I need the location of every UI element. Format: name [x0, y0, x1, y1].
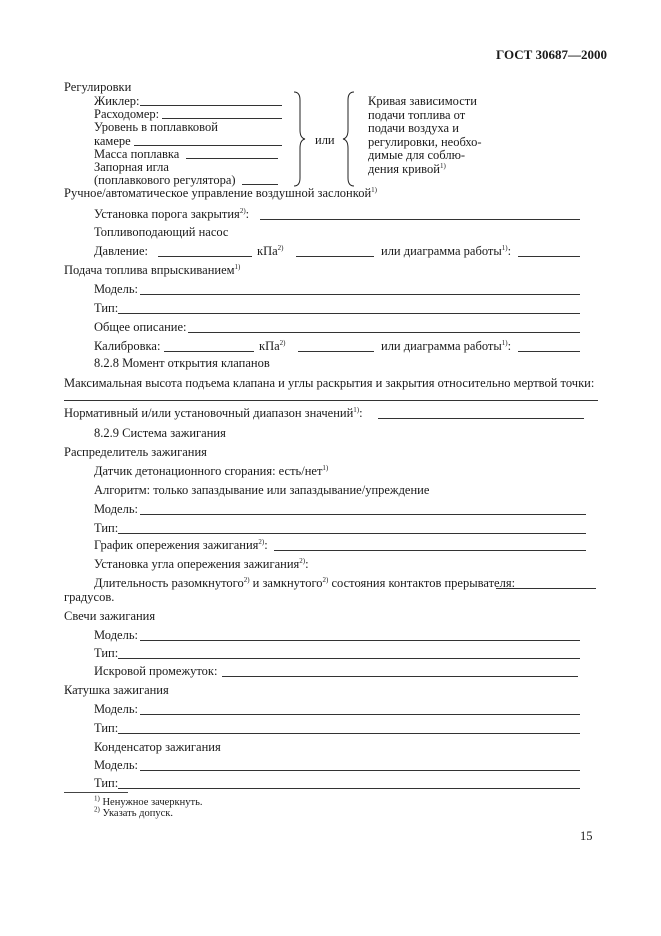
pressure-label: Давление: [94, 244, 148, 258]
threshold-label: Установка порога закрытия$^{2)}$: [94, 206, 250, 221]
float-level-field[interactable] [134, 145, 282, 146]
jet-label: Жиклер: [94, 94, 140, 108]
pressure-unit: кПа$^{2)}$ [257, 243, 284, 258]
injection-model-field[interactable] [140, 294, 580, 295]
plugs-type-field[interactable] [118, 658, 580, 659]
advance-graph-label: График опережения зажигания$^{2)}$: [94, 537, 268, 552]
spark-gap-label: Искровой промежуток: [94, 664, 218, 678]
coil-title: Катушка зажигания [64, 683, 169, 697]
pressure-diagram-field[interactable] [518, 256, 580, 257]
coil-model-field[interactable] [140, 714, 580, 715]
page-number: 15 [580, 829, 593, 843]
distributor-model-field[interactable] [140, 514, 586, 515]
ignition-heading: 8.2.9 Система зажигания [94, 426, 226, 440]
calibration-diagram-field[interactable] [518, 351, 580, 352]
coil-model-label: Модель: [94, 702, 139, 716]
calibration-tolerance-field[interactable] [298, 351, 374, 352]
distributor-type-field[interactable] [118, 533, 586, 534]
condenser-type-field[interactable] [118, 788, 580, 789]
range-label: Нормативный и/или установочный диапазон значений$^{1)}$: [64, 405, 363, 420]
dwell-label: Длительность разомкнутого$^{2)}$ и замкнутого$^{2)}$ состояния контактов прерывателя: [94, 575, 516, 590]
condenser-model-field[interactable] [140, 770, 580, 771]
float-level-label-2: камере [94, 134, 131, 148]
pressure-diagram-label: или диаграмма работы$^{1)}$: [381, 243, 512, 258]
float-mass-label: Масса поплавка [94, 147, 180, 161]
range-field[interactable] [378, 418, 584, 419]
document-header: ГОСТ 30687—2000 [496, 47, 608, 62]
distributor-title: Распределитель зажигания [64, 445, 207, 459]
needle-field[interactable] [242, 184, 278, 185]
footnote-1: $^{1)}$ Ненужное зачеркнуть. [94, 794, 203, 808]
pressure-tolerance-field[interactable] [296, 256, 374, 257]
injection-desc-field[interactable] [188, 332, 580, 333]
choke-label: Ручное/автоматическое управление воздушной заслонкой$^{1)}$ [64, 185, 377, 200]
flowmeter-label: Расходомер: [94, 107, 160, 121]
advance-graph-field[interactable] [274, 550, 586, 551]
valves-field[interactable] [64, 400, 598, 401]
or-label: или [315, 133, 335, 147]
condenser-type-label: Тип: [94, 776, 119, 790]
fuel-pump-title: Топливоподающий насос [94, 225, 229, 239]
threshold-field[interactable] [260, 219, 580, 220]
condenser-model-label: Модель: [94, 758, 139, 772]
calibration-unit: кПа$^{2)}$ [259, 338, 286, 353]
knock-sensor-label: Датчик детонационного сгорания: есть/нет$^{1)}$ [94, 463, 329, 478]
degrees-label: градусов. [64, 590, 115, 604]
plugs-model-field[interactable] [140, 640, 580, 641]
calibration-label: Калибровка: [94, 339, 161, 353]
injection-type-label: Тип: [94, 301, 119, 315]
plugs-type-label: Тип: [94, 646, 119, 660]
distributor-model-label: Модель: [94, 502, 139, 516]
distributor-type-label: Тип: [94, 521, 119, 535]
condenser-title: Конденсатор зажигания [94, 740, 221, 754]
needle-label-2: (поплавкового регулятора) [94, 173, 236, 187]
jet-field[interactable] [140, 105, 282, 106]
valves-text: Максимальная высота подъема клапана и углы раскрытия и закрытия относительно мертвой точки: [64, 376, 595, 390]
advance-setting-label: Установка угла опережения зажигания$^{2)}$: [94, 556, 309, 571]
injection-desc-label: Общее описание: [94, 320, 187, 334]
coil-type-field[interactable] [118, 733, 580, 734]
footnote-divider [64, 792, 128, 793]
valves-heading: 8.2.8 Момент открытия клапанов [94, 356, 270, 370]
fuel-curve-text: Кривая зависимости подачи топлива от подачи воздуха и регулировки, необхо- димые для соблю- дения кривой$^{1)}$ [368, 94, 482, 176]
calibration-field[interactable] [164, 351, 254, 352]
float-level-label: Уровень в поплавковой [94, 120, 218, 134]
needle-label: Запорная игла [94, 160, 169, 174]
dwell-field[interactable] [496, 588, 596, 589]
plugs-model-label: Модель: [94, 628, 139, 642]
spark-plugs-title: Свечи зажигания [64, 609, 156, 623]
flowmeter-field[interactable] [162, 118, 282, 119]
left-brace-icon [342, 90, 356, 188]
injection-model-label: Модель: [94, 282, 139, 296]
algorithm-label: Алгоритм: только запаздывание или запаздывание/упреждение [94, 483, 430, 497]
injection-title: Подача топлива впрыскиванием$^{1)}$ [64, 262, 241, 277]
calibration-diagram-label: или диаграмма работы$^{1)}$: [381, 338, 512, 353]
right-brace-icon [292, 90, 306, 188]
injection-type-field[interactable] [118, 313, 580, 314]
float-mass-field[interactable] [186, 158, 278, 159]
pressure-field[interactable] [158, 256, 252, 257]
coil-type-label: Тип: [94, 721, 119, 735]
spark-gap-field[interactable] [222, 676, 578, 677]
footnote-2: $^{2)}$ Указать допуск. [94, 805, 173, 819]
adjustments-title: Регулировки [64, 80, 132, 94]
